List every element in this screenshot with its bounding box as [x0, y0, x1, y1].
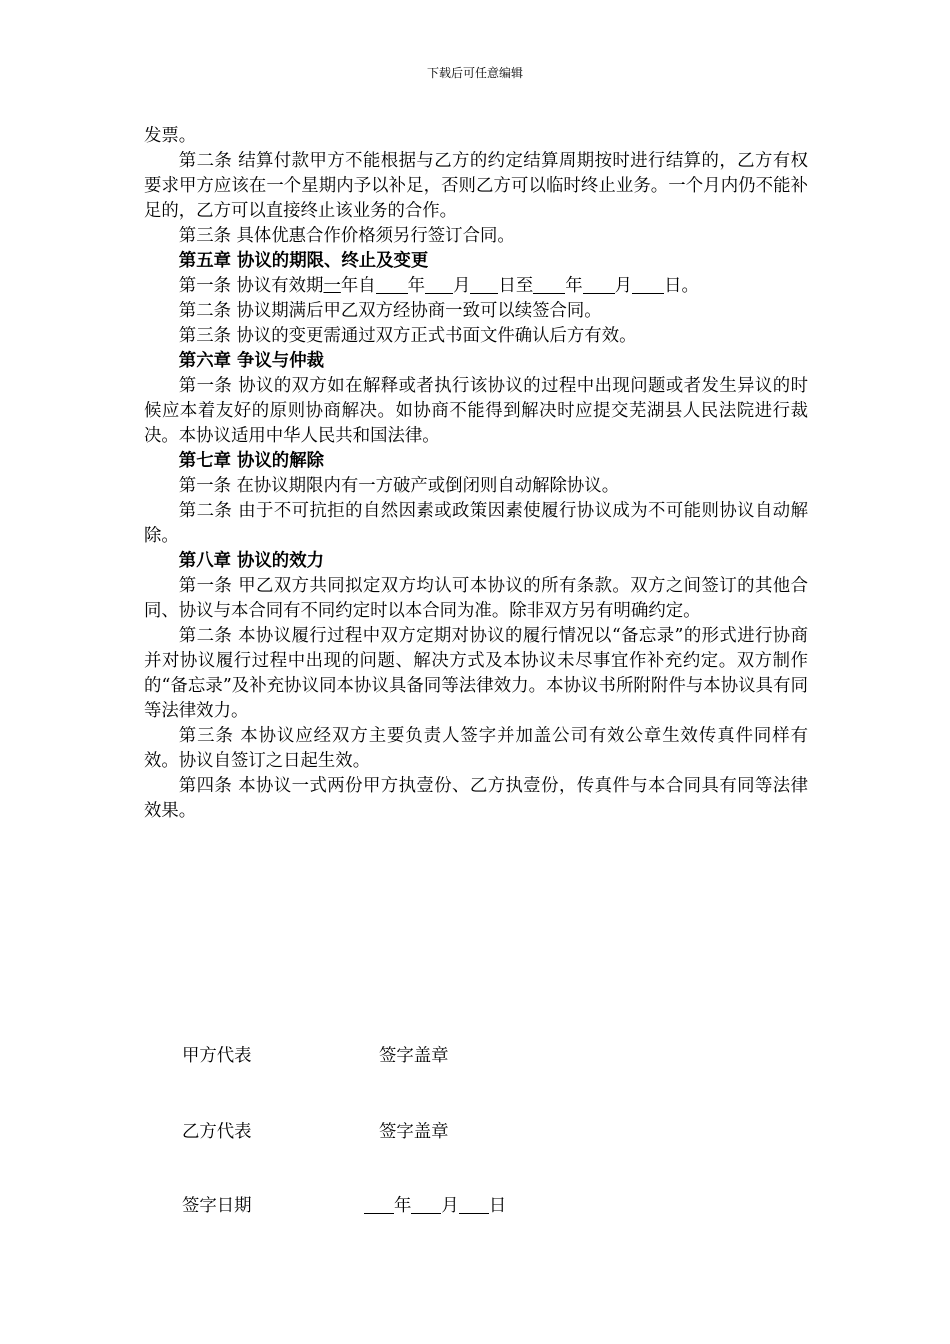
- fill-in-blank: [583, 275, 615, 294]
- day-label: 日: [488, 1196, 507, 1216]
- clause-paragraph: 第二条 协议期满后甲乙双方经协商一致可以续签合同。: [178, 301, 602, 321]
- document-body: [144, 124, 808, 824]
- clause-paragraph: 第一条 在协议期限内有一方破产或倒闭则自动解除协议。: [178, 476, 620, 496]
- party-a-sign-label: 签字盖章: [379, 1046, 449, 1066]
- sign-date-label: 签字日期: [182, 1196, 252, 1216]
- validity-clause: [144, 274, 808, 299]
- chapter-heading: 第五章 协议的期限、终止及变更: [178, 251, 429, 271]
- fill-in-blank: [533, 275, 565, 294]
- month-blank: [411, 1195, 441, 1214]
- validity-text: 日至: [498, 276, 534, 296]
- sign-date-field: [364, 1195, 506, 1217]
- fill-in-blank: [470, 275, 498, 294]
- validity-text: 第一条 协议有效期: [178, 276, 324, 296]
- clause-paragraph: 第二条 由于不可抗拒的自然因素或政策因素使履行协议成为不可能则协议自动解除。: [144, 501, 808, 546]
- fill-in-blank: [425, 275, 453, 294]
- clause-paragraph: 第四条 本协议一式两份甲方执壹份、乙方执壹份，传真件与本合同具有同等法律效果。: [144, 776, 808, 821]
- fill-in-blank: [632, 275, 664, 294]
- validity-text: 年: [565, 276, 583, 296]
- party-b-sign-label: 签字盖章: [379, 1122, 449, 1142]
- page-header: 下载后可任意编辑: [426, 66, 523, 80]
- chapter-heading: 第八章 协议的效力: [178, 551, 324, 571]
- validity-text: 日。: [664, 276, 699, 296]
- year-blank: [364, 1195, 394, 1214]
- clause-paragraph: 第二条 本协议履行过程中双方定期对协议的履行情况以“备忘录”的形式进行协商并对协议履行过程中出现的问题、解决方式及本协议未尽事宜作补充约定。双方制作的“备忘录”及补充协议同本协议具备同等法律效力。本协议书所附附件与本协议具有同等法律效力。: [144, 626, 808, 721]
- clause-paragraph: 第二条 结算付款甲方不能根据与乙方的约定结算周期按时进行结算的，乙方有权要求甲方应该在一个星期内予以补足，否则乙方可以临时终止业务。一个月内仍不能补足的，乙方可以直接终止该业务的合作。: [144, 151, 808, 221]
- month-label: 月: [441, 1196, 459, 1216]
- chapter-heading: 第七章 协议的解除: [178, 451, 324, 471]
- party-a-label: 甲方代表: [182, 1046, 252, 1066]
- day-blank: [459, 1195, 489, 1214]
- validity-text: 月: [614, 276, 633, 296]
- clause-paragraph: 第一条 甲乙双方共同拟定双方均认可本协议的所有条款。双方之间签订的其他合同、协议与本合同有不同约定时以本合同为准。除非双方另有明确约定。: [144, 576, 808, 621]
- clause-paragraph: 第一条 协议的双方如在解释或者执行该协议的过程中出现问题或者发生异议的时候应本着友好的原则协商解决。如协商不能得到解决时应提交芜湖县人民法院进行裁决。本协议适用中华人民共和国法律。: [144, 376, 808, 446]
- validity-text: 年自: [340, 276, 376, 296]
- validity-term: 一: [323, 276, 341, 296]
- chapter-heading: 第六章 争议与仲裁: [178, 351, 324, 371]
- clause-paragraph: 发票。: [144, 126, 197, 146]
- year-label: 年: [394, 1196, 412, 1216]
- clause-paragraph: 第三条 本协议应经双方主要负责人签字并加盖公司有效公章生效传真件同样有效。协议自签订之日起生效。: [144, 726, 808, 771]
- clause-paragraph: 第三条 协议的变更需通过双方正式书面文件确认后方有效。: [178, 326, 637, 346]
- validity-text: 年: [407, 276, 426, 296]
- validity-text: 月: [453, 276, 471, 296]
- fill-in-blank: [376, 275, 408, 294]
- party-b-label: 乙方代表: [182, 1122, 252, 1142]
- clause-paragraph: 第三条 具体优惠合作价格须另行签订合同。: [178, 226, 515, 246]
